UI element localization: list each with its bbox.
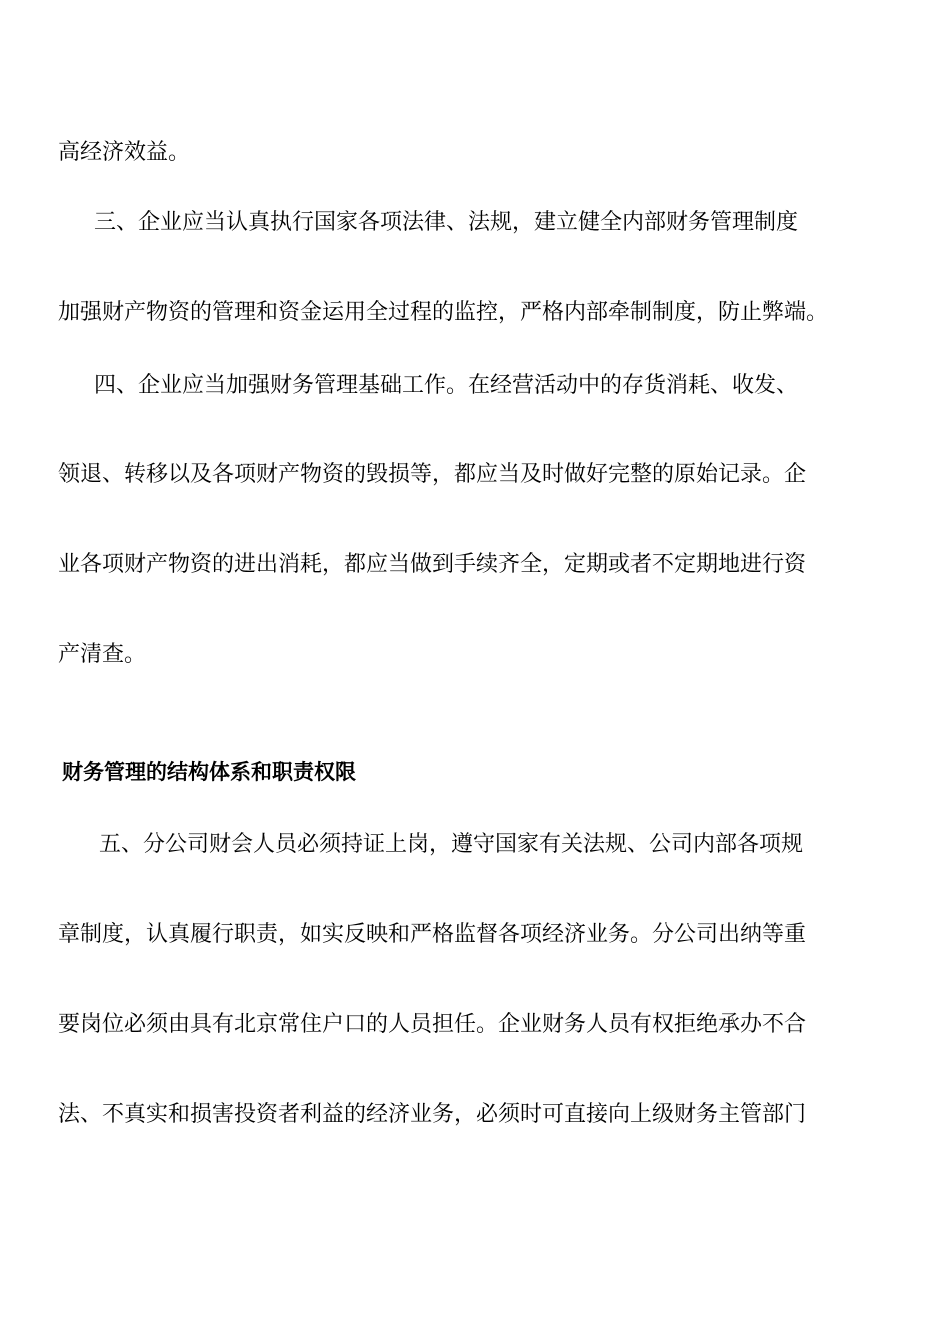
section-heading: 财务管理的结构体系和职责权限: [62, 759, 356, 784]
text-line: 章制度，认真履行职责，如实反映和严格监督各项经济业务。分公司出纳等重: [58, 922, 807, 947]
paragraph-5-start: 五、分公司财会人员必须持证上岗，遵守国家有关法规、公司内部各项规: [99, 832, 804, 857]
paragraph-4-start: 四、企业应当加强财务管理基础工作。在经营活动中的存货消耗、收发、: [94, 373, 799, 398]
text-line: 法、不真实和损害投资者利益的经济业务，必须时可直接向上级财务主管部门: [58, 1102, 807, 1127]
text-line: 加强财产物资的管理和资金运用全过程的监控，严格内部牵制制度，防止弊端。: [58, 300, 829, 325]
text-line: 高经济效益。: [58, 140, 191, 165]
text-line: 要岗位必须由具有北京常住户口的人员担任。企业财务人员有权拒绝承办不合: [58, 1012, 807, 1037]
text-line: 产清查。: [58, 642, 147, 667]
paragraph-3-start: 三、企业应当认真执行国家各项法律、法规，建立健全内部财务管理制度: [94, 210, 799, 235]
text-line: 业各项财产物资的进出消耗，都应当做到手续齐全，定期或者不定期地进行资: [58, 552, 807, 577]
text-line: 领退、转移以及各项财产物资的毁损等，都应当及时做好完整的原始记录。企: [58, 462, 807, 487]
